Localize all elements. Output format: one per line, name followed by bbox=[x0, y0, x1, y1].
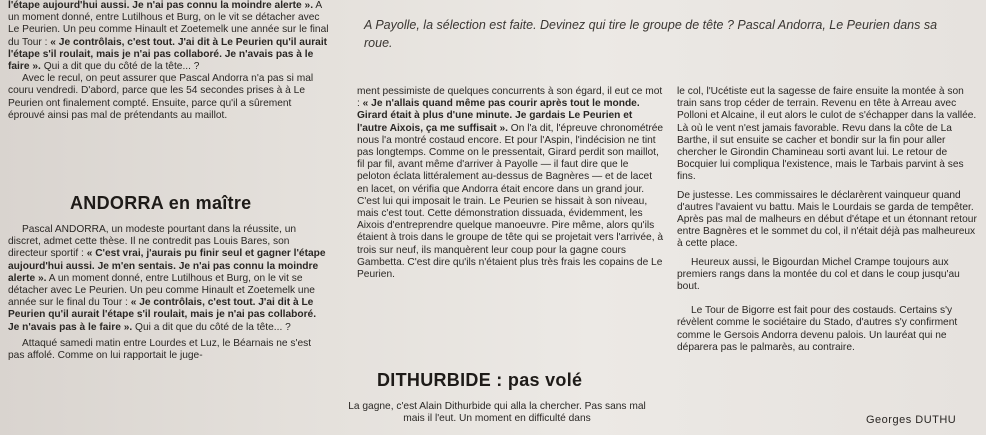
paragraph: De justesse. Les commissaires le déclarèrent vainqueur quand d'autres l'avaient vu battu. Mais le Lourdais se garda de tempêter. Après pas mal de malheurs en début d'étape et un étonnant retour entre Bagnères et le sommet du col, il n'était déjà pas malheureux à cette place. bbox=[677, 189, 977, 250]
quote-text: « Je contrôlais, c'est tout. J'ai dit à Le Peurien qu'il aurait l'étape s'il roulait, mais je n'ai pas collaboré. Je n'avais pas à le faire ». bbox=[8, 297, 317, 333]
headline-dithurbide: DITHURBIDE : pas volé bbox=[377, 370, 583, 390]
body-text: Qui a dit que du côté de la tête... ? bbox=[132, 321, 291, 333]
paragraph bbox=[357, 86, 664, 281]
photo-caption: A Payolle, la sélection est faite. Devinez qui tire le groupe de tête ? Pascal Andorra, Le Peurien dans sa roue. bbox=[364, 18, 938, 50]
paragraph bbox=[8, 0, 330, 73]
quote-text: « Je n'allais quand même pas courir après tout le monde. Girard était à plus d'une minute. Je gardais Le Peurien et l'autre Aixois, ça me suffisait ». bbox=[357, 98, 640, 134]
body-text: Pascal ANDORRA, un modeste pourtant dans la réussite, un discret, admet cette thèse. Il ne contredit pas Louis Bares, son directeur sportif : bbox=[8, 224, 297, 260]
quote-text: « Je contrôlais, c'est tout. J'ai dit à Le Peurien qu'il aurait l'étape s'il roulait, mais je n'ai pas collaboré. Je n'avais pas à le faire ». bbox=[8, 36, 328, 73]
column-center-bottom bbox=[337, 401, 657, 425]
body-text: A un moment donné, entre Lutilhous et Burg, on le vit se détacher avec Le Peurien. Un peu comme Hinault et Zoetemelk une année sur le final du Tour : bbox=[8, 272, 315, 309]
paragraph: La gagne, c'est Alain Dithurbide qui alla la chercher. Pas sans mal mais il l'eut. Un moment en difficulté dans bbox=[348, 401, 646, 425]
paragraph: Heureux aussi, le Bigourdan Michel Crampe toujours aux premiers rangs dans la montée du col et dans le coup jusqu'au bout. bbox=[677, 256, 960, 293]
quote-text: l'étape aujourd'hui aussi. Je n'ai pas connu la moindre alerte ». bbox=[8, 0, 314, 11]
paragraph: le col, l'Ucétiste eut la sagesse de faire ensuite la montée à son train sans trop céder de terrain. Revenu en tête à Arreau avec Polloni et Alcaine, il eut alors le culot de s'échapper dans la vallée. Là où le vent n'est jamais favorable. Revu dans la côte de La Barthe, il sut ensuite se cacher et bondir sur la fin pour aller chercher le Girondin Chamineau sorti avant lui. Le retour de Bocquier lui compliqua l'existence, mais le Tarbais parvint à ses fins. bbox=[677, 86, 977, 183]
body-text: On l'a dit, l'épreuve chronométrée nous l'a montré costaud encore. Et pour l'Aspin, l'indécision ne tint pas longtemps. Comme on le pressentait, Girard perdit son maillot, fil par fil, avant même d'arriver à Payolle — il faut dire que le peloton éclata littéralement au-dessus de Bagnères — et de lacet en lacet, on vérifia que Andorra était encore dans un grand jour. C'est lui qui imposait le train. Le Peurien se hissait à son niveau, mais c'est tout. Cette démonstration dissuada, évidemment, les Aixois d'entreprendre quelque manoeuvre. Pire même, alors qu'ils étaient à trois dans le groupe de tête qui se projetait vers l'arrivée, à trois sur neuf, ils manquèrent leur coup pour la gagne cours Gambetta. C'est dire qu'ils n'étaient plus très frais les copains de Le Peurien. bbox=[357, 122, 664, 281]
column-left-bottom bbox=[8, 224, 330, 362]
quote-text: « C'est vrai, j'aurais pu finir seul et gagner l'étape aujourd'hui aussi. Je m'en sentais. Je n'ai pas connu la moindre alerte ». bbox=[8, 248, 326, 284]
paragraph: Le Tour de Bigorre est fait pour des costauds. Certains s'y révèlent comme le sociétaire du Stado, d'autres s'y confirment comme le Gersois Andorra devenu palois. Un lauréat qui ne déparera pas le palmarès, au contraire. bbox=[677, 305, 958, 353]
paragraph: Avec le recul, on peut assurer que Pascal Andorra n'a pas si mal couru vendredi. D'abord, parce que les 54 secondes prises à à Le Peurien ont finalement compté. Ensuite, parce qu'il a sûrement éprouvé ainsi pas mal de prétendants au maillot. bbox=[8, 73, 314, 121]
author-signature: Georges DUTHU bbox=[866, 414, 957, 426]
paragraph: Attaqué samedi matin entre Lourdes et Luz, le Béarnais ne s'est pas affolé. Comme on lui rapportait le juge- bbox=[8, 337, 312, 362]
body-text: A un moment donné, entre Lutilhous et Burg, on le vit se détacher avec Le Peurien. Un peu comme Hinault et Zoetemelk une année sur le final du Tour : bbox=[8, 0, 329, 48]
column-right bbox=[677, 86, 977, 354]
body-text: Qui a dit que du côté de la tête... ? bbox=[40, 61, 200, 73]
headline-andorra: ANDORRA en maître bbox=[70, 193, 252, 213]
body-text: ment pessimiste de quelques concurrents à son égard, il eut ce mot : bbox=[357, 86, 663, 110]
column-left-top bbox=[8, 0, 330, 122]
paragraph bbox=[8, 224, 330, 334]
column-center bbox=[357, 86, 664, 281]
